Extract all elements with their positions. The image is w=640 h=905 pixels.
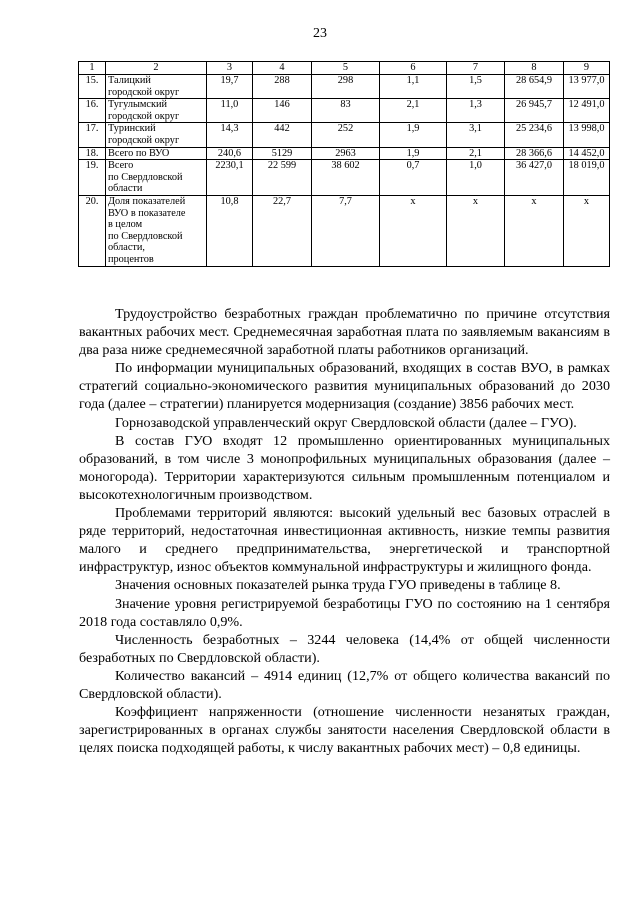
column-number: 4	[253, 62, 312, 75]
labor-market-table	[78, 61, 610, 267]
table-row	[79, 147, 610, 160]
cell-value: 2,1	[380, 99, 447, 123]
paragraph: По информации муниципальных образований, входящих в состав ВУО, в рамках стратегий социально-экономического развития муниципальных образований до 2030 года (далее – стратегии) планируется модернизация (создание) 3856 рабочих мест.	[79, 360, 610, 413]
paragraph: Коэффициент напряженности (отношение численности незанятых граждан, зарегистрированных в органах службы занятости населения Свердловской области в целях поиска подходящей работы, к числу вакантных рабочих мест) – 0,8 единицы.	[79, 704, 610, 757]
cell-value: 298	[312, 75, 380, 99]
table-row	[79, 99, 610, 123]
cell-value: 14 452,0	[564, 147, 610, 160]
row-name: Туринский городской округ	[106, 123, 207, 147]
cell-value: х	[447, 195, 505, 266]
cell-value: 2963	[312, 147, 380, 160]
cell-value: 1,9	[380, 123, 447, 147]
cell-value: 252	[312, 123, 380, 147]
column-number: 8	[505, 62, 564, 75]
row-name: Талицкий городской округ	[106, 75, 207, 99]
cell-value: 1,0	[447, 160, 505, 196]
cell-value: 3,1	[447, 123, 505, 147]
column-number: 1	[79, 62, 106, 75]
cell-value: 22,7	[253, 195, 312, 266]
row-index: 19.	[79, 160, 106, 196]
cell-value: 19,7	[207, 75, 253, 99]
paragraph: Трудоустройство безработных граждан проблематично по причине отсутствия вакантных рабочих мест. Среднемесячная заработная плата по заявляемым вакансиям в два раза ниже среднемесячной заработной платы работников организаций.	[79, 306, 610, 359]
cell-value: 288	[253, 75, 312, 99]
row-name: Всего по ВУО	[106, 147, 207, 160]
cell-value: 36 427,0	[505, 160, 564, 196]
cell-value: 7,7	[312, 195, 380, 266]
cell-value: 12 491,0	[564, 99, 610, 123]
cell-value: 146	[253, 99, 312, 123]
column-number: 7	[447, 62, 505, 75]
table-row	[79, 160, 610, 196]
cell-value: 442	[253, 123, 312, 147]
cell-value: 28 654,9	[505, 75, 564, 99]
cell-value: 11,0	[207, 99, 253, 123]
cell-value: 240,6	[207, 147, 253, 160]
cell-value: х	[564, 195, 610, 266]
table-row	[79, 123, 610, 147]
cell-value: 13 977,0	[564, 75, 610, 99]
paragraph: Количество вакансий – 4914 единиц (12,7% от общего количества вакансий по Свердловской области).	[79, 667, 610, 702]
paragraph: В состав ГУО входят 12 промышленно ориентированных муниципальных образований, в том числе 3 монопрофильных муниципальных образования (далее – моногорода). Территории характеризуются сильным промышленным потенциалом и высокотехнологичным производством.	[79, 432, 610, 503]
row-index: 15.	[79, 75, 106, 99]
table-row	[79, 75, 610, 99]
row-name: Тугулымский городской округ	[106, 99, 207, 123]
cell-value: 1,1	[380, 75, 447, 99]
cell-value: 18 019,0	[564, 160, 610, 196]
cell-value: х	[380, 195, 447, 266]
row-index: 20.	[79, 195, 106, 266]
cell-value: 28 366,6	[505, 147, 564, 160]
cell-value: 0,7	[380, 160, 447, 196]
column-number: 5	[312, 62, 380, 75]
cell-value: 14,3	[207, 123, 253, 147]
paragraph: Проблемами территорий являются: высокий удельный вес базовых отраслей в ряде территорий, недостаточная инвестиционная активность, низкие темпы развития малого и среднего предпринимательства, энергетической и транспортной инфраструктур, износ объектов коммунальной инфраструктуры и жилищного фонда.	[79, 505, 610, 576]
cell-value: 38 602	[312, 160, 380, 196]
cell-value: 1,3	[447, 99, 505, 123]
cell-value: 1,5	[447, 75, 505, 99]
row-index: 18.	[79, 147, 106, 160]
cell-value: 10,8	[207, 195, 253, 266]
cell-value: 83	[312, 99, 380, 123]
row-index: 16.	[79, 99, 106, 123]
cell-value: 13 998,0	[564, 123, 610, 147]
row-name: Доля показателей ВУО в показателе в целом по Свердловской области, процентов	[106, 195, 207, 266]
cell-value: 25 234,6	[505, 123, 564, 147]
paragraph: Значение уровня регистрируемой безработицы ГУО по состоянию на 1 сентября 2018 года составляло 0,9%.	[79, 595, 610, 630]
table-header-row	[79, 62, 610, 75]
page-number: 23	[313, 26, 327, 41]
column-number: 3	[207, 62, 253, 75]
body-text	[79, 305, 610, 757]
cell-value: 2,1	[447, 147, 505, 160]
column-number: 2	[106, 62, 207, 75]
table-row	[79, 195, 610, 266]
cell-value: 1,9	[380, 147, 447, 160]
paragraph: Численность безработных – 3244 человека (14,4% от общей численности безработных по Свердловской области).	[79, 631, 610, 666]
column-number: 9	[564, 62, 610, 75]
row-index: 17.	[79, 123, 106, 147]
cell-value: 5129	[253, 147, 312, 160]
cell-value: 2230,1	[207, 160, 253, 196]
cell-value: 22 599	[253, 160, 312, 196]
paragraph: Горнозаводской управленческий округ Свердловской области (далее – ГУО).	[115, 414, 577, 431]
cell-value: х	[505, 195, 564, 266]
paragraph: Значения основных показателей рынка труда ГУО приведены в таблице 8.	[115, 577, 561, 594]
row-name: Всего по Свердловской области	[106, 160, 207, 196]
column-number: 6	[380, 62, 447, 75]
cell-value: 26 945,7	[505, 99, 564, 123]
